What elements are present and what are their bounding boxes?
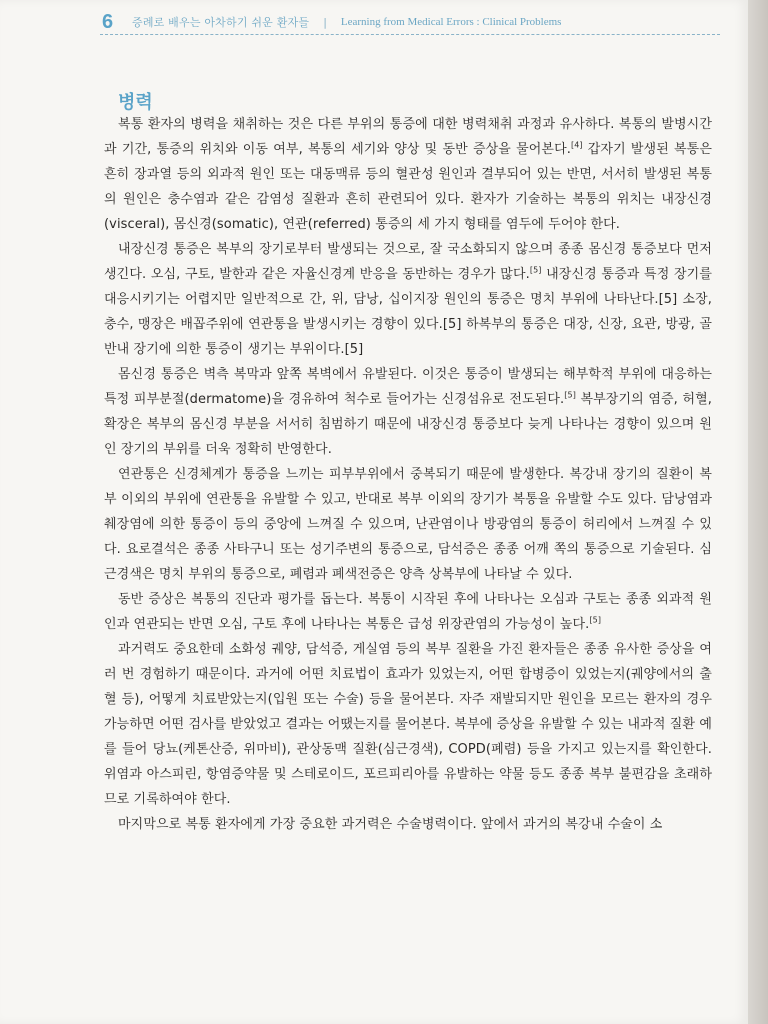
paragraph-text: 몸신경 통증은 벽측 복막과 앞쪽 복벽에서 유발된다. 이것은 통증이 발생되는 해부학적 부위에 대응하는 특정 피부분절(dermatome)을 경유하여 척수로 들어가는 신경섬유로 전도된다. [104, 367, 713, 407]
paragraph-text: 내장신경 통증과 특정 장기를 대응시키기는 어렵지만 일반적으로 간, 위, 담낭, 십이지장 원인의 통증은 명치 부위에 나타난다.[5] 소장, 충수, 맹장은 배꼽주위에 연관통을 발생시키는 경향이 있다.[5] 하복부의 통증은 대장, 신장, 요관, 방광, 골반내 장기에 의한 통증이 생기는 부위이다.[5] [104, 267, 712, 357]
paragraph-text: 연관통은 신경체계가 통증을 느끼는 피부부위에서 중복되기 때문에 발생한다. 복강내 장기의 질환이 복부 이외의 부위에 연관통을 유발할 수 있고, 반대로 복부 이외의 장기가 복통을 유발할 수도 있다. 담낭염과 췌장염에 의한 통증이 등의 중앙에 느껴질 수 있으며, 난관염이나 방광염의 통증이 허리에서 느껴질 수 있다. 요로결석은 종종 사타구니 또는 성기주변의 통증으로, 담석증은 종종 어깨 쪽의 통증으로 기술된다. 심근경색은 명치 부위의 통증으로, 폐렴과 폐색전증은 양측 상복부에 나타날 수 있다. [104, 467, 712, 582]
header-separator: | [323, 15, 327, 29]
citation: [5] [529, 265, 542, 275]
paragraph-text: 과거력도 중요한데 소화성 궤양, 담석증, 게실염 등의 복부 질환을 가진 환자들은 종종 유사한 증상을 여러 번 경험하기 때문이다. 과거에 어떤 치료법이 효과가 있었는지, 어떤 합병증이 있었는지(궤양에서의 출혈 등), 어떻게 치료받았는지(입원 또는 수술) 등을 물어본다. 자주 재발되지만 원인을 모르는 환자의 경우 가능하면 어떤 검사를 받았었고 결과는 어땠는지를 물어본다. 복부에 증상을 유발할 수 있는 내과적 질환 예를 들어 당뇨(케톤산증, 위마비), 관상동맥 질환(심근경색), COPD(폐렴) 등을 가지고 있는지를 확인한다. 위염과 아스피린, 항염증약물 및 스테로이드, 포르피리아를 유발하는 약물 등도 종종 복부 불편감을 초래하므로 기록하여야 한다. [104, 642, 712, 807]
section-heading: 병력 [118, 92, 153, 113]
paragraph-text: 복부장기의 염증, 허혈, 확장은 복부의 몸신경 부분을 서서히 침범하기 때문에 내장신경 통증보다 늦게 나타나는 경향이 있으며 원인 장기의 부위를 더욱 정확히 반영한다. [104, 392, 712, 457]
book-title-korean: 증례로 배우는 아차하기 쉬운 환자들 [132, 16, 310, 29]
paragraph-text: 동반 증상은 복통의 진단과 평가를 돕는다. 복통이 시작된 후에 나타나는 오심과 구토는 종종 외과적 원인과 연관되는 반면 오심, 구토 후에 나타나는 복통은 급성 위장관염의 가능성이 높다. [104, 592, 712, 632]
header-divider [100, 34, 720, 35]
citation: [5] [564, 390, 576, 400]
paragraph [104, 112, 712, 237]
paragraph-text: 마지막으로 복통 환자에게 가장 중요한 과거력은 수술병력이다. 앞에서 과거의 복강내 수술이 소 [118, 817, 663, 832]
paragraph [104, 587, 712, 637]
citation: [5] [589, 615, 602, 625]
book-title-english: Learning from Medical Errors : Clinical Problems [340, 16, 562, 28]
paragraph-text: 내장신경 통증은 복부의 장기로부터 발생되는 것으로, 잘 국소화되지 않으며 종종 몸신경 통증보다 먼저 생긴다. 오심, 구토, 발한과 같은 자율신경계 반응을 동반하는 경우가 많다. [104, 242, 713, 282]
paragraph [104, 362, 712, 462]
page-number: 6 [102, 10, 114, 33]
paragraph-text: 갑자기 발생된 복통은 흔히 장과열 등의 외과적 원인 또는 대동맥류 등의 혈관성 원인과 결부되어 있는 반면, 서서히 발생된 복통의 원인은 충수염과 같은 감염성 질환과 흔히 관련되어 있다. 환자가 기술하는 복통의 위치는 내장신경(visceral), 몸신경(somatic), 연관(referred) 통증의 세 가지 형태를 염두에 두어야 한다. [104, 142, 712, 232]
paragraph [104, 237, 712, 362]
body-text [104, 112, 712, 837]
page-edge [748, 0, 768, 1024]
paragraph [104, 812, 712, 837]
paragraph [104, 462, 712, 587]
citation: [4] [570, 140, 583, 150]
paragraph [104, 637, 712, 812]
paragraph-text: 복통 환자의 병력을 채취하는 것은 다른 부위의 통증에 대한 병력채취 과정과 유사하다. 복통의 발병시간과 기간, 통증의 위치와 이동 여부, 복통의 세기와 양상 및 동반 증상을 물어본다. [104, 117, 712, 157]
running-header [102, 10, 742, 34]
